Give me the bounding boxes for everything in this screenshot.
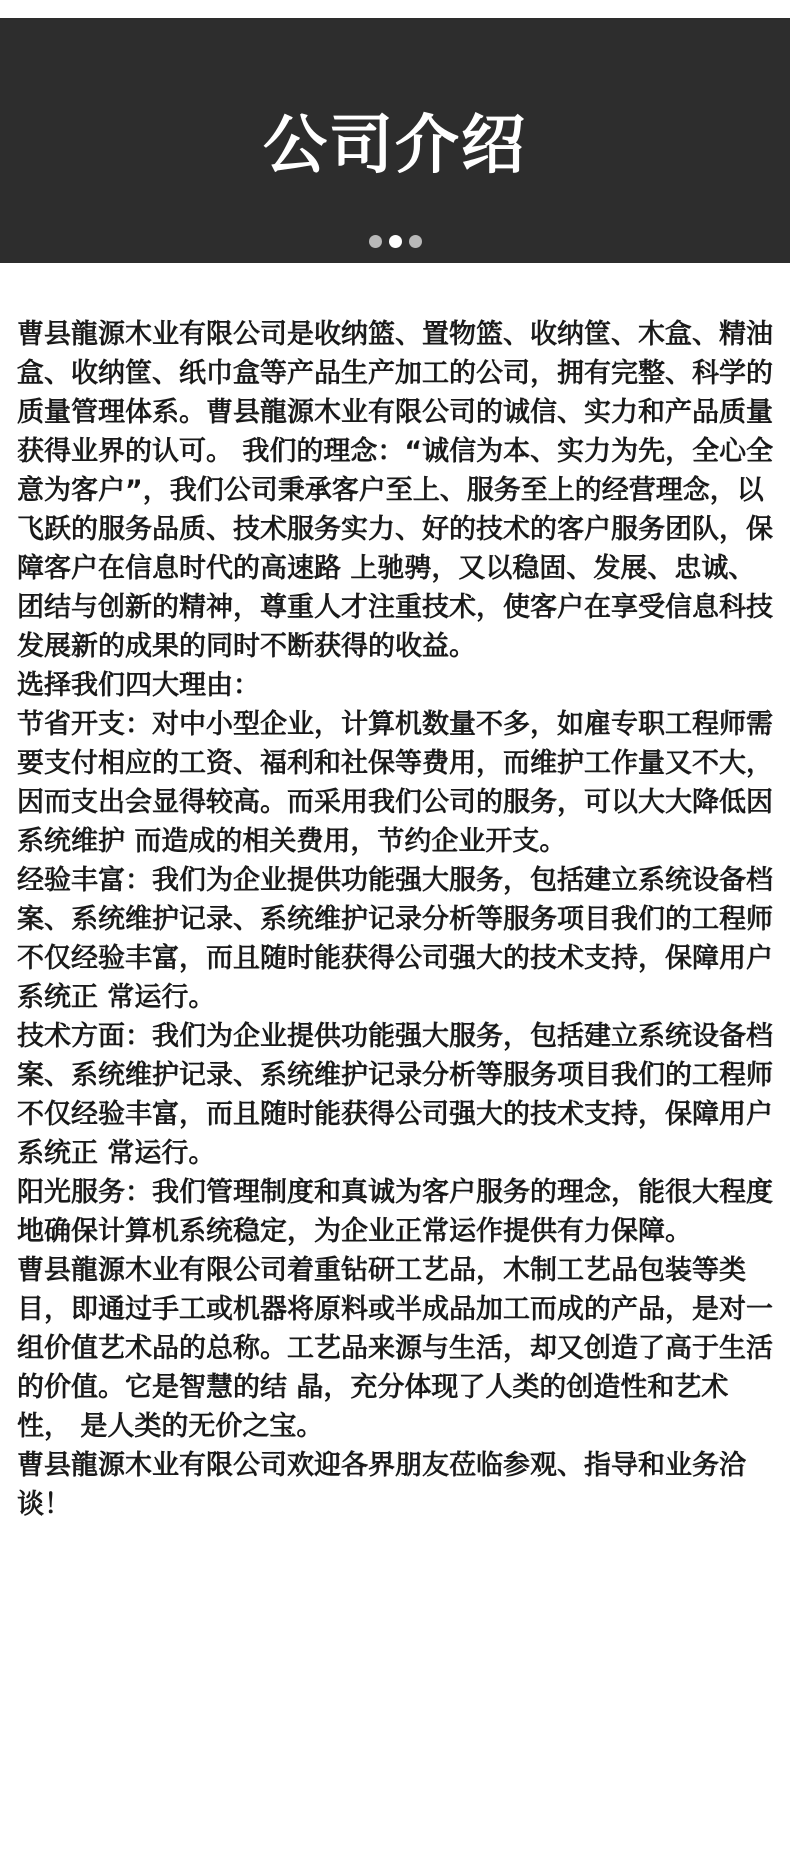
reason-sunshine-service: 阳光服务：我们管理制度和真诚为客户服务的理念，能很大程度地确保计算机系统稳定，为企业正常运作提供有力保障。 [17,1177,773,1247]
carousel-dot-3[interactable] [409,235,422,248]
page-title: 公司介绍 [263,109,527,183]
intro-paragraph: 曹县龍源木业有限公司是收纳篮、置物篮、收纳筐、木盒、精油盒、收纳筐、纸巾盒等产品生产加工的公司，拥有完整、科学的质量管理体系。曹县龍源木业有限公司的诚信、实力和产品质量获得业界的认可。 我们的理念：“诚信为本、实力为先，全心全意为客户”，我们公司秉承客户至上、服务至上的经营理念，以飞跃的服务品质、技术服务实力、好的技术的客户服务团队，保障客户在信息时代的高速路 上驰骋，又以稳固、发展、忠诚、团结与创新的精神，尊重人才注重技术，使客户在享受信息科技发展新的成果的同时不断获得的收益。 [17,319,774,662]
reason-technology: 技术方面：我们为企业提供功能强大服务，包括建立系统设备档案、系统维护记录、系统维护记录分析等服务项目我们的工程师不仅经验丰富，而且随时能获得公司强大的技术支持，保障用户系统正 常运行。 [17,1021,773,1169]
company-intro-text [17,315,775,1524]
page-header [0,18,790,263]
craft-paragraph: 曹县龍源木业有限公司着重钻研工艺品，木制工艺品包装等类目，即通过手工或机器将原料或半成品加工而成的产品，是对一组价值艺术品的总称。工艺品来源与生活，却又创造了高于生活的价值。它是智慧的结 晶，充分体现了人类的创造性和艺术性， 是人类的无价之宝。 [17,1255,773,1442]
carousel-indicators [0,234,790,248]
welcome-paragraph: 曹县龍源木业有限公司欢迎各界朋友莅临参观、指导和业务洽谈！ [17,1450,746,1520]
reason-save-cost: 节省开支：对中小型企业，计算机数量不多，如雇专职工程师需要支付相应的工资、福利和社保等费用，而维护工作量又不大，因而支出会显得较高。而采用我们公司的服务，可以大大降低因系统维护 而造成的相关费用，节约企业开支。 [17,709,773,857]
carousel-dot-1[interactable] [369,235,382,248]
reason-experience: 经验丰富：我们为企业提供功能强大服务，包括建立系统设备档案、系统维护记录、系统维护记录分析等服务项目我们的工程师不仅经验丰富，而且随时能获得公司强大的技术支持，保障用户系统正 常运行。 [17,865,773,1013]
reasons-heading: 选择我们四大理由： [17,670,260,701]
carousel-dot-2-active[interactable] [389,235,402,248]
